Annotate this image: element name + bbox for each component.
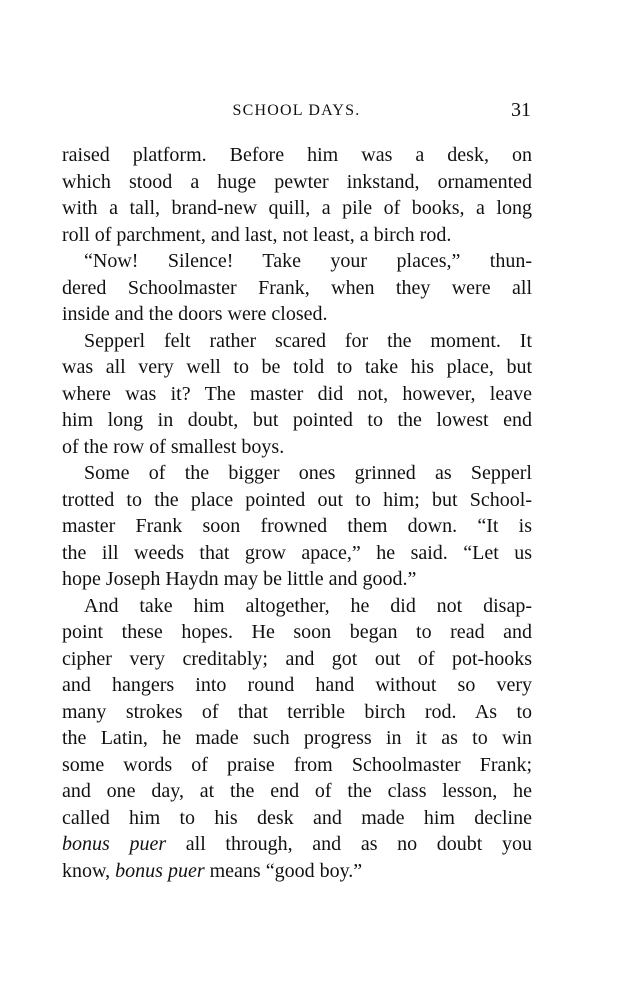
text-span: means “good boy.” [209,859,363,882]
text-line: where was it? The master did not, however, leave [62,382,532,405]
text-line: him long in doubt, but pointed to the lowest end [62,409,532,431]
text-line: and hangers into round hand without so very [62,674,532,696]
text-line: point these hopes. He soon began to read and [62,621,532,643]
text-line: the ill weeds that grow apace,” he said. “Let us [62,541,532,564]
text-span: all through, and as no doubt you [185,833,532,855]
text-line: was all very well to be told to take his place, but [62,356,532,378]
text-line [62,858,532,885]
text-line: many strokes of that terrible birch rod. As to [62,700,532,723]
text-line [62,831,532,858]
text-line: and one day, at the end of the class lesson, he [62,780,532,802]
text-span: know, [62,859,111,882]
text-line: of the row of smallest boys. [62,435,285,458]
text-line: with a tall, brand-new quill, a pile of books, a long [62,197,532,219]
chapter-title: SCHOOL DAYS. [232,102,361,119]
italic-phrase: bonus puer [115,859,205,882]
text-line: called him to his desk and made him decline [62,806,532,829]
text-line: which stood a huge pewter inkstand, ornamented [62,170,532,193]
text-line: the Latin, he made such progress in it as to win [62,727,532,749]
running-head [62,99,531,126]
page-number: 31 [511,99,531,121]
body-text [62,142,532,884]
text-line: inside and the doors were closed. [62,303,328,325]
text-line: And take him altogether, he did not disap- [84,594,532,617]
text-line: master Frank soon frowned them down. “It is [62,515,532,537]
text-line: roll of parchment, and last, not least, a birch rod. [62,223,452,246]
italic-phrase: bonus puer [62,833,167,855]
text-line: some words of praise from Schoolmaster Frank; [62,753,532,776]
text-line: Sepperl felt rather scared for the moment. It [84,329,532,352]
text-line: cipher very creditably; and got out of pot-hooks [62,647,532,670]
text-line: Some of the bigger ones grinned as Sepperl [84,462,532,484]
text-line: raised platform. Before him was a desk, on [62,144,532,166]
text-line: hope Joseph Haydn may be little and good.” [62,568,417,590]
text-line: dered Schoolmaster Frank, when they were all [62,276,532,299]
text-line: “Now! Silence! Take your places,” thun- [84,250,532,272]
text-line: trotted to the place pointed out to him; but School- [62,488,532,511]
